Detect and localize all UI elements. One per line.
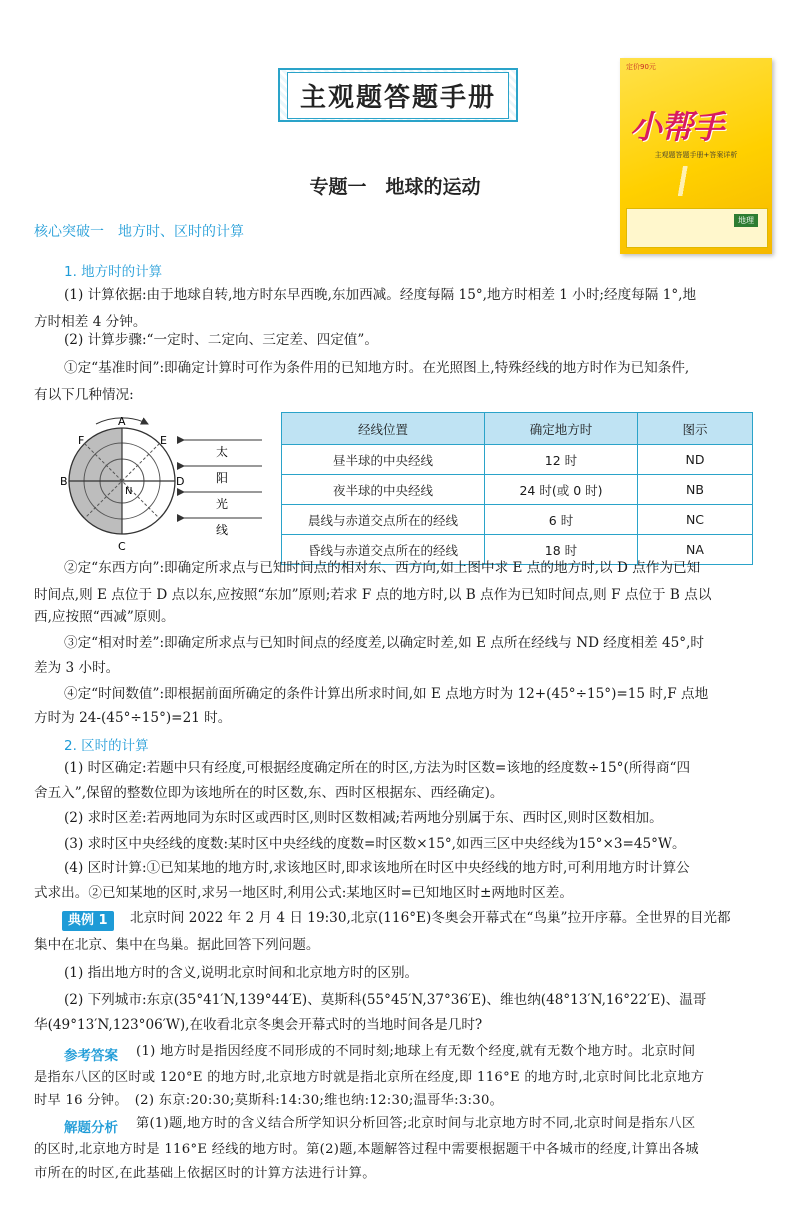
table-cell: 晨线与赤道交点所在的经线 [282, 505, 485, 535]
table-cell: NC [638, 505, 753, 535]
zone-step-4-line-2: 式求出。②已知某地的区时,求另一地区时,利用公式:某地区时=已知地区时±两地时区差。 [34, 885, 573, 901]
table-header: 图示 [638, 413, 753, 445]
subsection-heading-1: 1. 地方时的计算 [64, 264, 163, 280]
paragraph-5-line-2: 差为 3 小时。 [34, 660, 120, 676]
section-heading: 核心突破一 地方时、区时的计算 [34, 224, 244, 240]
paragraph-6-line-1: ④定“时间数值”:即根据前面所确定的条件计算出所求时间,如 E 点地方时为 12+(45°÷15°)=15 时,F 点地 [64, 686, 709, 702]
paragraph-2: (2) 计算步骤:“一定时、二定向、三定差、四定值”。 [64, 332, 378, 348]
example-tag [62, 909, 114, 931]
analysis-label: 解题分析 [64, 1120, 118, 1136]
table-header: 经线位置 [282, 413, 485, 445]
zone-step-3: (3) 求时区中央经线的度数:某时区中央经线的度数=时区数×15°,如西三区中央经线为15°×3=45°W。 [64, 836, 686, 852]
paragraph-3-line-1: ①定“基准时间”:即确定计算时可作为条件用的已知地方时。在光照图上,特殊经线的地方时作为已知条件, [64, 360, 690, 376]
title-box [278, 68, 518, 122]
topic-title: 专题一 地球的运动 [309, 176, 481, 198]
table-cell: 夜半球的中央经线 [282, 475, 485, 505]
sun-text-1: 太 [216, 445, 229, 459]
table-cell: NB [638, 475, 753, 505]
book-logo: 小帮手 [630, 108, 724, 146]
zone-step-1-line-1: (1) 时区确定:若题中只有经度,可根据经度确定所在的时区,方法为时区数=该地的经度数÷15°(所得商“四 [64, 760, 691, 776]
paragraph-6-line-2: 方时为 24-(45°÷15°)=21 时。 [34, 710, 232, 726]
label-n: N [125, 486, 133, 497]
paragraph-5-line-1: ③定“相对时差”:即确定所求点与已知时间点的经度差,以确定时差,如 E 点所在经线与 ND 经度相差 45°,时 [64, 635, 705, 651]
analysis-line-2: 的区时,北京地方时是 116°E 经线的地方时。第(2)题,本题解答过程中需要根据题干中各城市的经度,计算出各城 [34, 1142, 699, 1157]
table-header: 确定地方时 [485, 413, 638, 445]
subsection-heading-2: 2. 区时的计算 [64, 738, 149, 754]
label-c: C [118, 540, 126, 553]
answer-line-3: 时早 16 分钟。 (2) 东京:20:30;莫斯科:14:30;维也纳:12:30;温哥华:3:30。 [34, 1093, 504, 1108]
example-question-1: (1) 指出地方时的含义,说明北京时间和北京地方时的区别。 [64, 965, 419, 981]
book-tag: 地理 [734, 214, 758, 227]
example-line-1: 北京时间 2022 年 2 月 4 日 19:30,北京(116°E)冬奥会开幕式在“鸟巢”拉开序幕。全世界的目光都 [130, 910, 731, 926]
paragraph-1-line-2: 方时相差 4 分钟。 [34, 314, 147, 330]
book-subtitle: 主观题答题手册+答案详析 [654, 151, 738, 159]
zone-step-2: (2) 求时区差:若两地同为东时区或西时区,则时区数相减;若两地分别属于东、西时区,则时区数相加。 [64, 810, 663, 826]
paragraph-1-line-1: (1) 计算依据:由于地球自转,地方时东早西晚,东加西减。经度每隔 15°,地方时相差 1 小时;经度每隔 1°,地 [64, 287, 697, 303]
example-question-2-line-1: (2) 下列城市:东京(35°41′N,139°44′E)、莫斯科(55°45′N,37°36′E)、维也纳(48°13′N,16°22′E)、温哥 [64, 992, 707, 1008]
table-header-row [282, 413, 753, 445]
table-cell: 24 时(或 0 时) [485, 475, 638, 505]
sun-text-3: 光 [216, 497, 229, 511]
label-d: D [176, 475, 185, 488]
answer-line-1: (1) 地方时是指因经度不同形成的不同时刻;地球上有无数个经度,就有无数个地方时。北京时间 [136, 1044, 696, 1059]
table-cell: NA [638, 535, 753, 565]
analysis-line-3: 市所在的时区,在此基础上依据区时的计算方法进行计算。 [34, 1166, 376, 1181]
zone-step-1-line-2: 舍五入”,保留的整数位即为该地所在的时区数,东、西时区根据东、西经确定)。 [34, 785, 504, 801]
table-cell: 18 时 [485, 535, 638, 565]
label-a: A [118, 415, 126, 428]
paragraph-4-line-1: ②定“东西方向”:即确定所求点与已知时间点的相对东、西方向,如上图中求 E 点的地方时,以 D 点作为已知 [64, 560, 701, 576]
table-row [282, 445, 753, 475]
page-title: 主观题答题手册 [287, 72, 509, 119]
table-row [282, 475, 753, 505]
sun-text-4: 线 [216, 523, 229, 537]
answer-label: 参考答案 [64, 1048, 118, 1064]
book-cover-image [620, 58, 772, 254]
table-row [282, 505, 753, 535]
answer-line-2: 是指东八区的区时或 120°E 的地方时,北京地方时就是指北京所在经度,即 116°E 的地方时,北京时间比北京地方 [34, 1070, 705, 1085]
zone-step-4-line-1: (4) 区时计算:①已知某地的地方时,求该地区时,即求该地所在时区中央经线的地方时,可利用地方时计算公 [64, 860, 690, 876]
example-question-2-line-2: 华(49°13′N,123°06′W),在收看北京冬奥会开幕式时的当地时间各是几时? [34, 1017, 483, 1033]
label-b: B [60, 475, 68, 488]
table-cell: 6 时 [485, 505, 638, 535]
book-price: 定价90元 [626, 63, 656, 71]
paragraph-3-line-2: 有以下几种情况: [34, 387, 134, 403]
meridian-table [281, 412, 753, 565]
label-e: E [160, 434, 167, 447]
label-f: F [78, 434, 85, 447]
analysis-line-1: 第(1)题,地方时的含义结合所学知识分析回答;北京时间与北京地方时不同,北京时间是指东八区 [136, 1116, 696, 1131]
sun-text-2: 阳 [216, 471, 229, 485]
table-cell: ND [638, 445, 753, 475]
paragraph-4-line-2: 时间点,则 E 点位于 D 点以东,应按照“东加”原则;若求 F 点的地方时,以 B 点作为已知时间点,则 F 点位于 B 点以 [34, 587, 712, 603]
table-cell: 12 时 [485, 445, 638, 475]
table-cell: 昼半球的中央经线 [282, 445, 485, 475]
book-arrow-decoration [660, 166, 770, 196]
example-badge: 典例 1 [62, 911, 114, 931]
earth-light-diagram [56, 410, 278, 560]
table-cell: 昏线与赤道交点所在的经线 [282, 535, 485, 565]
paragraph-4-line-3: 西,应按照“西减”原则。 [34, 609, 175, 625]
example-line-2: 集中在北京、集中在鸟巢。据此回答下列问题。 [34, 937, 320, 953]
